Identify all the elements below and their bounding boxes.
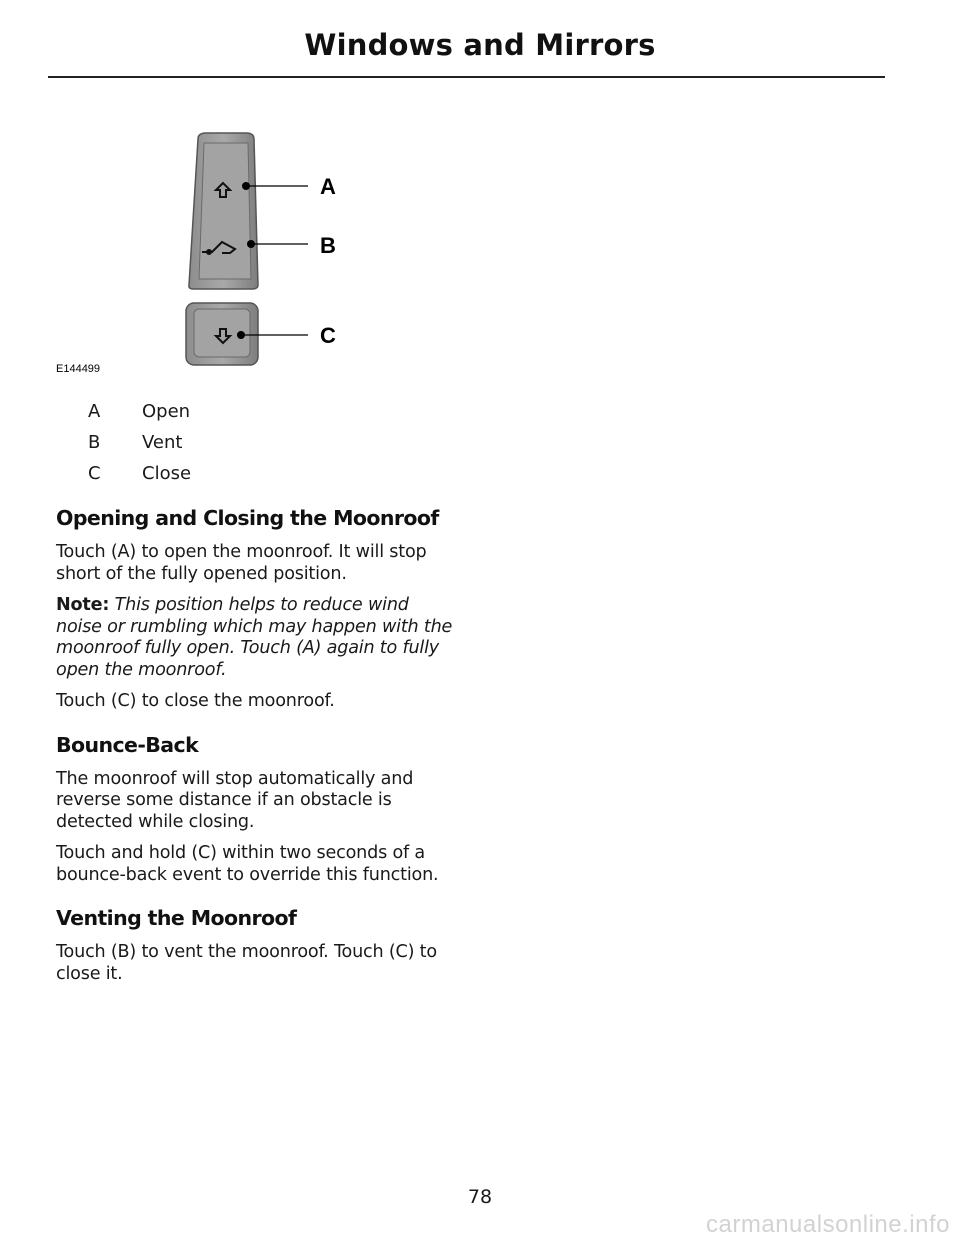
section-heading-venting: Venting the Moonroof (56, 906, 297, 930)
legend-key: A (88, 401, 101, 422)
moonroof-switch-figure (50, 125, 410, 380)
paragraph: Touch (A) to open the moonroof. It will stop short of the fully opened position. (56, 542, 427, 584)
legend-key: B (88, 432, 101, 453)
figure-code: E144499 (56, 363, 101, 375)
note-label: Note: (56, 595, 110, 615)
page-header-title: Windows and Mirrors (304, 28, 656, 62)
figure-legend (88, 396, 191, 489)
paragraph: Touch (C) to close the moonroof. (56, 691, 335, 711)
legend-label: Open (142, 401, 191, 422)
callout-label-a: A (320, 174, 336, 199)
legend-row (88, 427, 191, 458)
section-heading-opening: Opening and Closing the Moonroof (56, 506, 439, 530)
note-text: This position helps to reduce wind noise or rumbling which may happen with the moonroof fully open. Touch (A) again to fully open the moonroof. (56, 595, 453, 680)
watermark: carmanualsonline.info (706, 1211, 950, 1238)
legend-row (88, 396, 191, 427)
note-paragraph (56, 595, 456, 681)
legend-label: Close (142, 463, 192, 484)
legend-label: Vent (142, 432, 183, 453)
section-heading-bounce-back: Bounce-Back (56, 732, 199, 757)
header-divider (48, 76, 885, 78)
callout-label-b: B (320, 233, 336, 258)
body-content (56, 506, 456, 995)
page-number: 78 (467, 1186, 493, 1208)
paragraph: Touch and hold (C) within two seconds of a bounce-back event to override this function. (56, 843, 439, 885)
callout-label-c: C (320, 323, 336, 348)
paragraph: Touch (B) to vent the moonroof. Touch (C) to close it. (56, 942, 437, 984)
paragraph: The moonroof will stop automatically and reverse some distance if an obstacle is detected while closing. (56, 768, 414, 832)
legend-key: C (88, 463, 101, 484)
legend-row (88, 458, 191, 489)
